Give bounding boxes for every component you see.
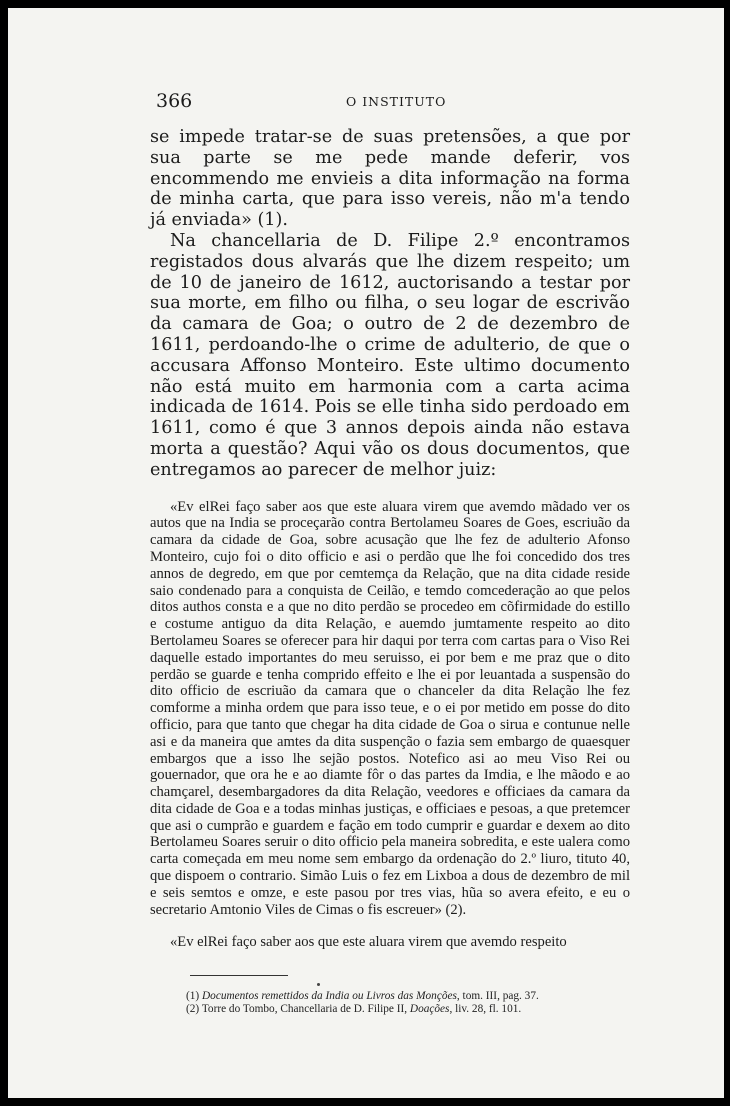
quoted-document xyxy=(150,499,630,952)
footnote-title: Doações xyxy=(409,1003,450,1016)
footnote-marker: (2) xyxy=(186,1003,200,1016)
quote-paragraph-1: «Ev elRei faço saber aos que este aluara virem que avemdo mãdado ver os autos que na India se proceçarão contra Bertolameu Soares de Goes, escriuão da camara da cidade de Goa, sobre acusação que lhe fez de adulterio Afonso Monteiro, cujo foi o dito officio e asi o perdão que lhe foi concedido dos tres annos de degredo, em que por cemtemça da Relação, que na dita cidade reside saio condenado para a conquista de Ceilão, e temdo comcederação ao que pelos ditos authos consta e a que no dito perdão se procedeo em cõfirmidade do estillo e costume antiguo da dita Relação, e auemdo jumtamente respeito ao dito Bertolameu Soares se oferecer para hir daqui por terra com cartas para o Viso Rei daquelle estado importantes do meu seruisso, ei por bem e me praz que o dito perdão se guarde e tenha comprido effeito e lhe ei por leuantada a suspensão do dito officio de escriuão da camara que o chanceler da dita Relação lhe fez comforme a minha ordem que para isso teue, e o ei por metido em posse do dito officio, para que tanto que chegar ha dita cidade de Goa o sirua e contunue nelle asi e da maneira que amtes da dita suspenção o fazia sem embargo de quaesquer embargos que a isso lhe sejão postos. Notefico asi ao meu Viso Rei ou gouernador, que ora he e ao diamte fôr o das partes da Imdia, e lhe mãodo e ao chamçarel, desembargadores da dita Relação, veedores e officiaes da camara da dita cidade de Goa e a todas minhas justiças, e officiaes e pesoas, a que pretemcer que asi o cumprão e guardem e fação em todo cumprir e guardar e dexem ao dito Bertolameu Soares seruir o dito officio pela maneira sobredita, e este ualera como carta começada em meu nome sem embargo da ordenação do 2.º liuro, tituto 40, que dispoem o contrario. Simão Luis o fez em Lixboa a dous de dezembro de mil e seis semtos e omze, e este pasou por tres vias, hũa so avera efeito, e eu o secretario Amtonio Viles de Cimas o fis escreuer» (2). xyxy=(150,498,630,918)
body-text xyxy=(150,127,630,481)
footnote-rest: , tom. III, pag. 37. xyxy=(456,990,539,1003)
body-paragraph-1: se impede tratar-se de suas pretensões, a que por sua parte se me pede mande deferir, vos encommendo me envieis a dita informação na forma de minha carta, que para isso vereis, não m'a tendo já enviada» (1). xyxy=(150,127,630,231)
footnote-2 xyxy=(186,1003,630,1016)
page-header xyxy=(150,90,630,112)
footnotes xyxy=(186,990,630,1016)
page-content xyxy=(150,90,630,1016)
footnote-1 xyxy=(186,990,630,1003)
running-title: O INSTITUTO xyxy=(346,94,447,109)
quote-paragraph-2: «Ev elRei faço saber aos que este aluara virem que avemdo respeito xyxy=(170,934,567,951)
scan-speck xyxy=(317,983,320,986)
page-number: 366 xyxy=(156,90,193,112)
footnote-marker: (1) xyxy=(186,990,200,1003)
body-paragraph-2: Na chancellaria de D. Filipe 2.º encontramos registados dous alvarás que lhe dizem respeito; um de 10 de janeiro de 1612, auctorisando a testar por sua morte, em filho ou filha, o seu logar de escrivão da camara de Goa; o outro de 2 de dezembro de 1611, perdoando-lhe o crime de adulterio, de que o accusara Affonso Monteiro. Este ultimo documento não está muito em harmonia com a carta acima indicada de 1614. Pois se elle tinha sido perdoado em 1611, como é que 3 annos depois ainda não estava morta a questão? Aqui vão os dous documentos, que entregamos ao parecer de melhor juiz: xyxy=(150,230,630,480)
footnote-rest: , liv. 28, fl. 101. xyxy=(449,1003,522,1016)
footnote-rule xyxy=(190,975,288,976)
footnote-prefix: Torre do Tombo, Chancellaria de D. Filipe II, xyxy=(201,1003,410,1016)
footnote-title: Documentos remettidos da India ou Livros das Monções xyxy=(202,990,457,1003)
